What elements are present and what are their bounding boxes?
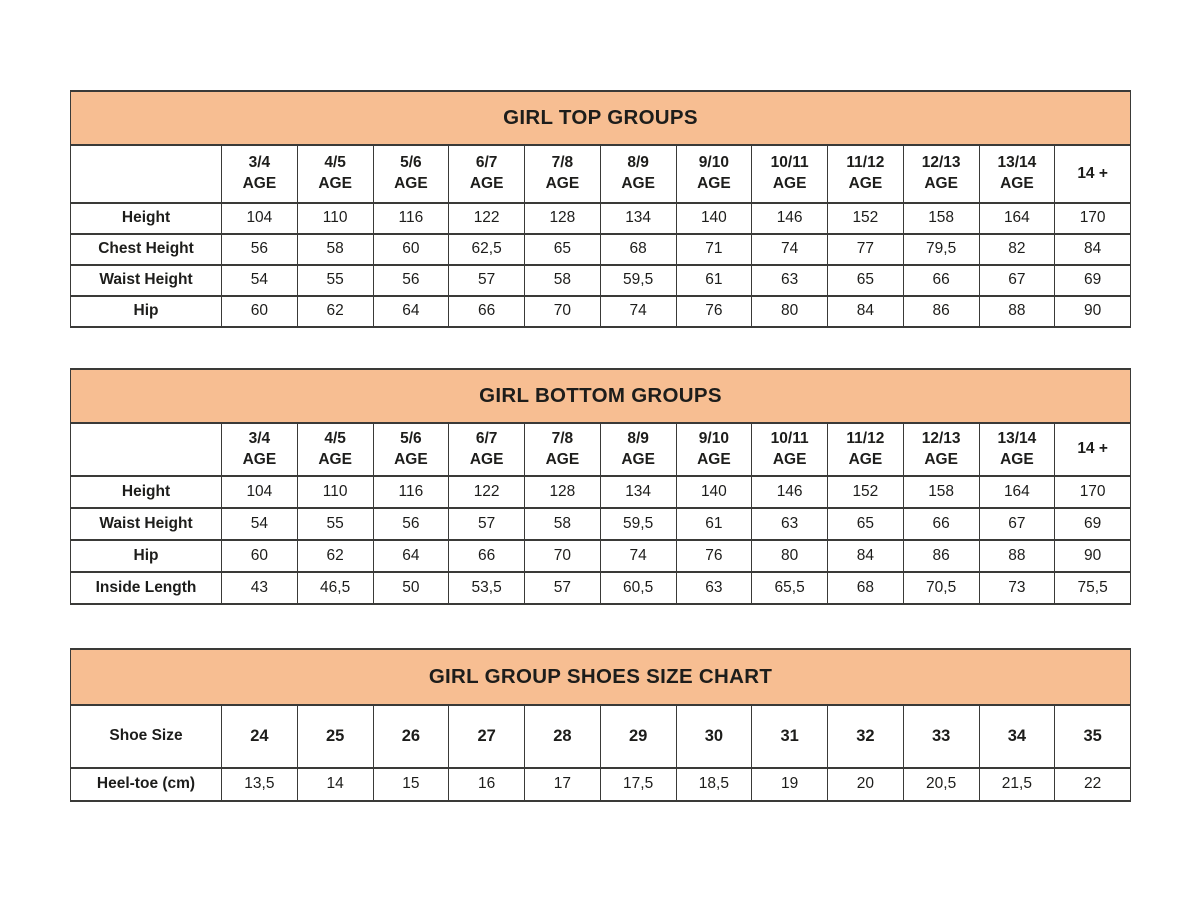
table-title: GIRL GROUP SHOES SIZE CHART [71, 649, 1131, 705]
age-header-line: AGE [772, 450, 807, 468]
data-cell: 70,5 [903, 572, 979, 604]
data-cell: 88 [979, 540, 1055, 572]
data-cell: 74 [752, 234, 828, 265]
data-cell: 88 [979, 296, 1055, 327]
age-column-header [600, 423, 676, 476]
age-header-line: AGE [545, 175, 580, 192]
age-column-header [1055, 145, 1131, 203]
data-cell: 53,5 [449, 572, 525, 604]
age-header-line: 10/11 [770, 154, 809, 172]
age-header-line: 5/6 [400, 154, 422, 172]
data-cell: 60 [373, 234, 449, 265]
data-cell: 146 [752, 476, 828, 508]
data-cell: 66 [449, 540, 525, 572]
age-header-line: AGE [318, 175, 352, 192]
data-cell: 58 [525, 265, 601, 296]
age-header-line: 4/5 [324, 154, 346, 172]
age-header-line: 13/14 [997, 429, 1037, 447]
data-cell: 90 [1055, 296, 1131, 327]
age-header-line: AGE [469, 175, 504, 192]
age-header-line: 14 + [1077, 440, 1108, 458]
table-title-band [71, 649, 1131, 705]
data-cell: 13,5 [222, 768, 298, 801]
age-header-line: AGE [394, 175, 428, 192]
data-cell: 64 [373, 540, 449, 572]
data-cell: 116 [373, 203, 449, 234]
data-cell: 170 [1055, 476, 1131, 508]
age-column-header [828, 145, 904, 203]
table-row [71, 768, 1131, 801]
data-cell: 74 [600, 540, 676, 572]
age-header-line: AGE [621, 175, 655, 192]
data-cell: 27 [449, 705, 525, 768]
data-cell: 59,5 [600, 265, 676, 296]
data-cell: 60 [222, 540, 298, 572]
data-cell: 90 [1055, 540, 1131, 572]
age-column-header [903, 423, 979, 476]
data-cell: 76 [676, 296, 752, 327]
data-cell: 55 [297, 508, 373, 540]
data-cell: 65 [828, 508, 904, 540]
data-cell: 62 [297, 296, 373, 327]
age-header-line: 13/14 [997, 154, 1037, 172]
data-cell: 18,5 [676, 768, 752, 801]
age-header-line: AGE [242, 450, 277, 468]
data-cell: 164 [979, 476, 1055, 508]
table-row [71, 265, 1131, 296]
data-cell: 64 [373, 296, 449, 327]
age-header-line: 7/8 [551, 429, 574, 447]
age-header-line: AGE [242, 175, 277, 192]
data-cell: 57 [449, 265, 525, 296]
age-header-line: AGE [1000, 450, 1034, 468]
table-row [71, 296, 1131, 327]
age-header-line: AGE [697, 175, 731, 192]
age-header-line: AGE [621, 450, 655, 468]
age-column-header [449, 423, 525, 476]
age-header-line: 11/12 [846, 429, 885, 447]
table-row [71, 476, 1131, 508]
age-header-line: 9/10 [698, 429, 729, 447]
data-cell: 122 [449, 203, 525, 234]
table-row [71, 234, 1131, 265]
data-cell: 80 [752, 540, 828, 572]
table-title-band [71, 369, 1131, 423]
age-column-header [525, 145, 601, 203]
age-header-line: AGE [1000, 175, 1034, 192]
data-cell: 16 [449, 768, 525, 801]
data-cell: 55 [297, 265, 373, 296]
data-cell: 25 [297, 705, 373, 768]
girl-bottom-groups-section [70, 368, 1131, 605]
table-title-band [71, 91, 1131, 145]
data-cell: 84 [828, 540, 904, 572]
age-header-line: 8/9 [627, 154, 649, 172]
data-cell: 128 [525, 476, 601, 508]
age-column-header [297, 145, 373, 203]
data-cell: 152 [828, 203, 904, 234]
data-cell: 17 [525, 768, 601, 801]
table-title: GIRL TOP GROUPS [71, 91, 1131, 145]
table-row [71, 572, 1131, 604]
age-header-line: 11/12 [846, 154, 885, 172]
data-cell: 110 [297, 203, 373, 234]
data-cell: 66 [903, 265, 979, 296]
row-label: Heel-toe (cm) [71, 768, 222, 801]
data-cell: 63 [752, 508, 828, 540]
row-label: Height [71, 476, 222, 508]
data-cell: 140 [676, 203, 752, 234]
data-cell: 77 [828, 234, 904, 265]
data-cell: 15 [373, 768, 449, 801]
data-cell: 86 [903, 296, 979, 327]
data-cell: 22 [1055, 768, 1131, 801]
data-cell: 69 [1055, 508, 1131, 540]
age-column-header [1055, 423, 1131, 476]
data-cell: 34 [979, 705, 1055, 768]
data-cell: 104 [222, 476, 298, 508]
girl-top-groups-section [70, 90, 1131, 328]
age-column-header [979, 423, 1055, 476]
age-header-line: 3/4 [248, 429, 271, 447]
data-cell: 56 [373, 265, 449, 296]
data-cell: 54 [222, 265, 298, 296]
row-label: Waist Height [71, 508, 222, 540]
data-cell: 76 [676, 540, 752, 572]
data-cell: 68 [828, 572, 904, 604]
data-cell: 20 [828, 768, 904, 801]
data-cell: 21,5 [979, 768, 1055, 801]
data-cell: 69 [1055, 265, 1131, 296]
table-row [71, 540, 1131, 572]
row-label: Shoe Size [71, 705, 222, 768]
data-cell: 66 [903, 508, 979, 540]
age-header-line: 12/13 [921, 429, 961, 447]
data-cell: 67 [979, 508, 1055, 540]
age-header-line: AGE [469, 450, 504, 468]
age-header-line: AGE [848, 175, 883, 192]
data-cell: 43 [222, 572, 298, 604]
data-cell: 82 [979, 234, 1055, 265]
age-header-line: AGE [318, 450, 352, 468]
data-cell: 152 [828, 476, 904, 508]
data-cell: 73 [979, 572, 1055, 604]
girl-top-groups-table [70, 90, 1131, 328]
data-cell: 50 [373, 572, 449, 604]
data-cell: 60,5 [600, 572, 676, 604]
age-header-line: AGE [848, 450, 883, 468]
data-cell: 20,5 [903, 768, 979, 801]
age-column-header [525, 423, 601, 476]
data-cell: 35 [1055, 705, 1131, 768]
age-header-line: 12/13 [921, 154, 961, 172]
data-cell: 70 [525, 540, 601, 572]
data-cell: 57 [525, 572, 601, 604]
row-label: Hip [71, 540, 222, 572]
table-row [71, 203, 1131, 234]
data-cell: 62 [297, 540, 373, 572]
data-cell: 104 [222, 203, 298, 234]
age-header-row [71, 145, 1131, 203]
age-column-header [676, 145, 752, 203]
age-header-line: 6/7 [475, 154, 498, 172]
data-cell: 70 [525, 296, 601, 327]
corner-cell [71, 423, 222, 476]
row-label: Height [71, 203, 222, 234]
data-cell: 65 [525, 234, 601, 265]
data-cell: 56 [222, 234, 298, 265]
table-row [71, 705, 1131, 768]
data-cell: 84 [828, 296, 904, 327]
data-cell: 164 [979, 203, 1055, 234]
data-cell: 158 [903, 203, 979, 234]
data-cell: 61 [676, 265, 752, 296]
data-cell: 71 [676, 234, 752, 265]
age-column-header [297, 423, 373, 476]
row-label: Hip [71, 296, 222, 327]
data-cell: 170 [1055, 203, 1131, 234]
age-column-header [373, 145, 449, 203]
age-column-header [828, 423, 904, 476]
data-cell: 14 [297, 768, 373, 801]
data-cell: 67 [979, 265, 1055, 296]
age-column-header [222, 423, 298, 476]
age-column-header [752, 145, 828, 203]
data-cell: 86 [903, 540, 979, 572]
row-label: Chest Height [71, 234, 222, 265]
data-cell: 30 [676, 705, 752, 768]
age-header-line: AGE [924, 450, 958, 468]
data-cell: 62,5 [449, 234, 525, 265]
data-cell: 84 [1055, 234, 1131, 265]
data-cell: 60 [222, 296, 298, 327]
data-cell: 17,5 [600, 768, 676, 801]
age-header-row [71, 423, 1131, 476]
age-column-header [373, 423, 449, 476]
age-column-header [979, 145, 1055, 203]
age-header-line: AGE [772, 175, 807, 192]
data-cell: 63 [676, 572, 752, 604]
data-cell: 80 [752, 296, 828, 327]
data-cell: 65,5 [752, 572, 828, 604]
data-cell: 134 [600, 476, 676, 508]
age-header-line: AGE [697, 450, 731, 468]
data-cell: 19 [752, 768, 828, 801]
data-cell: 75,5 [1055, 572, 1131, 604]
age-header-line: 8/9 [627, 429, 649, 447]
data-cell: 33 [903, 705, 979, 768]
data-cell: 32 [828, 705, 904, 768]
data-cell: 29 [600, 705, 676, 768]
data-cell: 110 [297, 476, 373, 508]
age-header-line: 14 + [1077, 164, 1108, 182]
age-header-line: AGE [394, 450, 428, 468]
data-cell: 58 [297, 234, 373, 265]
age-column-header [449, 145, 525, 203]
data-cell: 59,5 [600, 508, 676, 540]
age-column-header [222, 145, 298, 203]
data-cell: 134 [600, 203, 676, 234]
data-cell: 66 [449, 296, 525, 327]
data-cell: 54 [222, 508, 298, 540]
data-cell: 74 [600, 296, 676, 327]
data-cell: 46,5 [297, 572, 373, 604]
table-title: GIRL BOTTOM GROUPS [71, 369, 1131, 423]
age-header-line: 5/6 [400, 429, 422, 447]
data-cell: 26 [373, 705, 449, 768]
data-cell: 63 [752, 265, 828, 296]
data-cell: 58 [525, 508, 601, 540]
age-column-header [600, 145, 676, 203]
table-row [71, 508, 1131, 540]
age-column-header [752, 423, 828, 476]
data-cell: 140 [676, 476, 752, 508]
row-label: Waist Height [71, 265, 222, 296]
age-header-line: 4/5 [324, 429, 346, 447]
girl-shoes-size-chart-section [70, 648, 1131, 802]
data-cell: 146 [752, 203, 828, 234]
data-cell: 65 [828, 265, 904, 296]
age-header-line: 10/11 [770, 429, 809, 447]
girl-shoes-size-chart-table [70, 648, 1131, 802]
data-cell: 68 [600, 234, 676, 265]
age-header-line: AGE [924, 175, 958, 192]
data-cell: 24 [222, 705, 298, 768]
corner-cell [71, 145, 222, 203]
data-cell: 61 [676, 508, 752, 540]
data-cell: 116 [373, 476, 449, 508]
age-header-line: 7/8 [551, 154, 574, 172]
age-column-header [676, 423, 752, 476]
data-cell: 56 [373, 508, 449, 540]
age-header-line: 3/4 [248, 154, 271, 172]
data-cell: 57 [449, 508, 525, 540]
data-cell: 79,5 [903, 234, 979, 265]
data-cell: 122 [449, 476, 525, 508]
age-header-line: 9/10 [698, 154, 729, 172]
data-cell: 158 [903, 476, 979, 508]
age-column-header [903, 145, 979, 203]
age-header-line: 6/7 [475, 429, 498, 447]
data-cell: 128 [525, 203, 601, 234]
row-label: Inside Length [71, 572, 222, 604]
age-header-line: AGE [545, 450, 580, 468]
data-cell: 31 [752, 705, 828, 768]
girl-bottom-groups-table [70, 368, 1131, 605]
data-cell: 28 [525, 705, 601, 768]
